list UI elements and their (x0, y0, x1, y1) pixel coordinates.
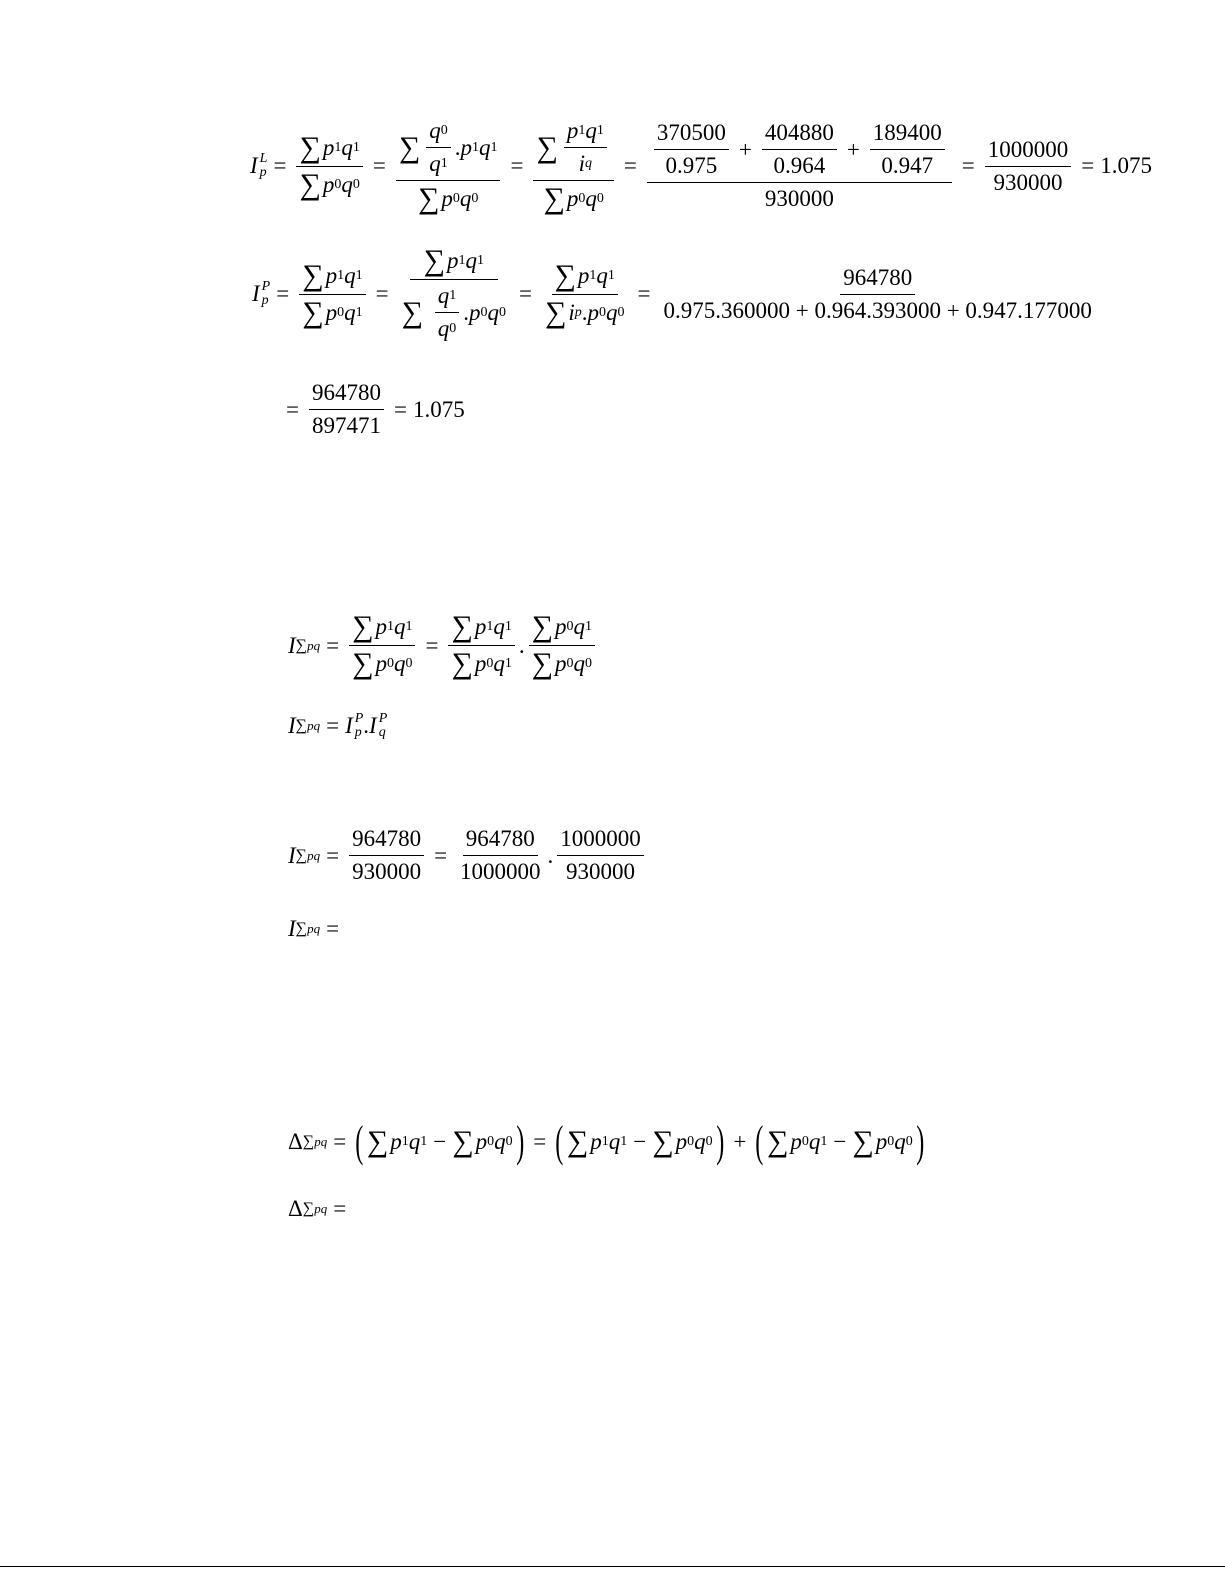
equation-value-index-product: I ∑ pq = I P p . I P q (288, 711, 388, 740)
laspeyres-divisor-3: 0.947 (881, 153, 934, 178)
value-index-denominator-2: 1000000 (460, 859, 541, 884)
laspeyres-numerator-2: 404880 (762, 120, 837, 150)
equation-value-index-decomposition: I ∑ pq = ∑ p 1 q 1 ∑ p 0 q 0 = ∑ p 1 q 1 ∑ p 0 q 1 . ∑ p 0 q 1 ∑ p 0 q 0 (288, 612, 599, 679)
page-bottom-rule (0, 1566, 1225, 1567)
laspeyres-result: 1.075 (1100, 153, 1153, 178)
equation-value-index-blank: I ∑ pq = (288, 916, 340, 941)
equation-absolute-change: Δ ∑ pq = ( ∑ p 1 q 1 − ∑ p 0 q 0 ) = ( ∑ p 1 q 1 − ∑ p 0 q 0 ) + ( ∑ p 0 q 1 − ∑ p 0 q 0 ) (288, 1117, 925, 1166)
laspeyres-ratio-numerator: 1000000 (985, 137, 1072, 167)
laspeyres-numerator-3: 189400 (870, 120, 945, 150)
value-index-denominator-1: 930000 (352, 859, 422, 884)
equation-paasche-result: = $\frac{964780}{897471}$ = 1.075 (286, 380, 465, 438)
equation-value-index-numeric: I ∑ pq = $\frac{964780}{930000}$ = $\frac{964780}{1000000}$ . $\frac{1000000}{930000}$ (288, 826, 648, 885)
equation-absolute-change-blank: Δ ∑ pq = (288, 1196, 347, 1221)
laspeyres-ratio-denominator: 930000 (993, 169, 1063, 195)
equation-laspeyres-price-index: I L p = ∑ p 1 q 1 ∑ p 0 q 0 = ∑ q 0 q 1 . p 1 q 1 ∑ p 0 q 0 = ∑ p 1 q 1 i q ∑ p 0 q 0 = $\frac{370500}{0.975}$ + $\frac{404880}{0.964}$ + $\frac{189400}{0.947}$ 930000 = $\frac{1000000}{930000}$ = 1.075 (250, 118, 1153, 215)
value-index-numerator-1: 964780 (349, 826, 424, 856)
paasche-numerator: 964780 (840, 265, 915, 295)
laspeyres-numerator-1: 370500 (654, 120, 729, 150)
laspeyres-denominator: 930000 (764, 186, 834, 211)
laspeyres-divisor-2: 0.964 (773, 153, 826, 178)
paasche-ratio-numerator: 964780 (309, 380, 384, 410)
equation-paasche-price-index: I P p = ∑ p 1 q 1 ∑ p 0 q 1 = ∑ p 1 q 1 ∑ q 1 q 0 . p 0 q 0 = ∑ p 1 q 1 ∑ i p . p 0 q 0 = $\frac{964780}{0.975.360000 + 0.964.393000 + 0.947.177000}$ (252, 246, 1099, 342)
value-index-denominator-3: 930000 (566, 859, 636, 884)
paasche-denominator-expression: 0.975.360000 + 0.964.393000 + 0.947.177000 (663, 297, 1092, 323)
paasche-result: 1.075 (412, 396, 465, 422)
laspeyres-divisor-1: 0.975 (665, 153, 718, 178)
value-index-numerator-2: 964780 (463, 826, 538, 856)
paasche-ratio-denominator: 897471 (311, 413, 381, 438)
value-index-numerator-3: 1000000 (557, 826, 644, 856)
